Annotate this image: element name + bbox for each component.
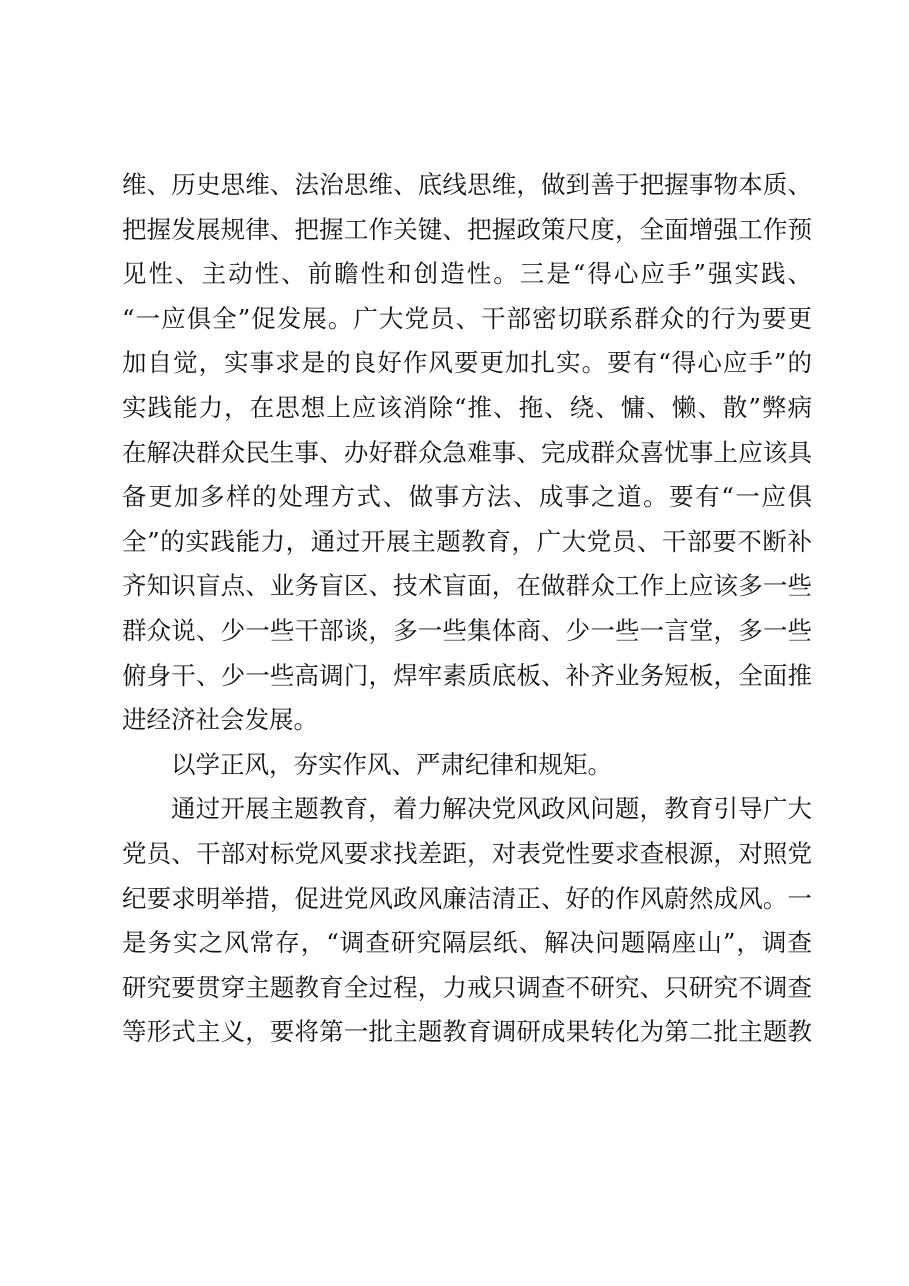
text-line: 研究要贯穿主题教育全过程，力戒只调查不研究、只研究不调查 [122,972,812,1002]
text-line: 齐知识盲点、业务盲区、技术盲面，在做群众工作上应该多一些 [122,571,812,601]
body-text [122,163,812,1055]
text-line: 全”的实践能力，通过开展主题教育，广大党员、干部要不断补 [122,526,812,556]
heading-line: 以学正风，夯实作风、严肃纪律和规矩。 [171,749,612,779]
text-line: 把握发展规律、把握工作关键、把握政策尺度，全面增强工作预 [122,214,812,244]
text-line: 是务实之风常存，“调查研究隔层纸、解决问题隔座山”，调查 [122,928,812,958]
text-line: 在解决群众民生事、办好群众急难事、完成群众喜忧事上应该具 [122,437,812,467]
text-line: 等形式主义，要将第一批主题教育调研成果转化为第二批主题教 [122,1017,812,1047]
text-line: 加自觉，实事求是的良好作风要更加扎实。要有“得心应手”的 [122,348,812,378]
text-line: 见性、主动性、前瞻性和创造性。三是“得心应手”强实践、 [122,259,812,289]
text-line: “一应俱全”促发展。广大党员、干部密切联系群众的行为要更 [122,303,812,333]
text-line: 实践能力，在思想上应该消除“推、拖、绕、慵、懒、散”弊病 [122,392,812,422]
text-line: 通过开展主题教育，着力解决党风政风问题，教育引导广大 [171,794,812,824]
text-line: 维、历史思维、法治思维、底线思维，做到善于把握事物本质、 [122,170,812,199]
text-line: 俯身干、少一些高调门，焊牢素质底板、补齐业务短板，全面推 [122,660,812,690]
text-line: 纪要求明举措，促进党风政风廉洁清正、好的作风蔚然成风。一 [122,883,812,913]
paragraph-style [122,787,812,1055]
text-line: 进经济社会发展。 [122,705,318,735]
paragraph-practice [122,163,812,743]
text-line: 党员、干部对标党风要求找差距，对表党性要求查根源，对照党 [122,838,812,868]
text-line: 群众说、少一些干部谈，多一些集体商、少一些一言堂，多一些 [122,615,812,645]
section-heading [122,743,812,788]
text-line: 备更加多样的处理方式、做事方法、成事之道。要有“一应俱 [122,482,812,512]
